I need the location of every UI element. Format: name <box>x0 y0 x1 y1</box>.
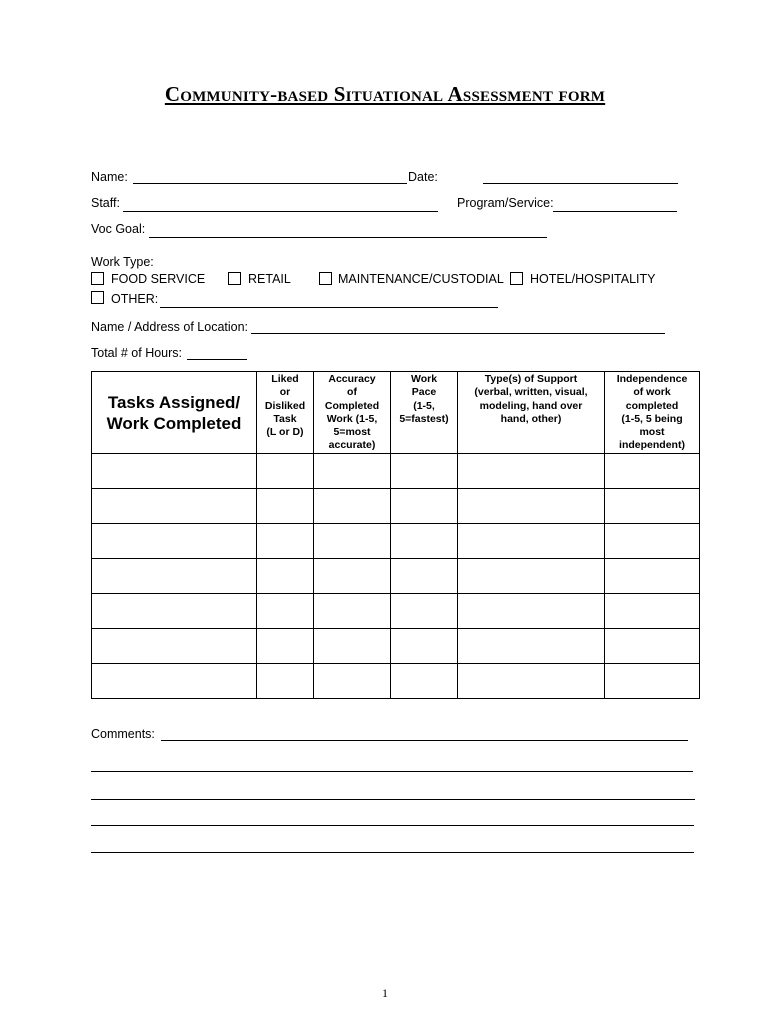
table-cell[interactable] <box>314 664 391 699</box>
header-tasks <box>92 372 257 454</box>
header-line: of <box>347 386 357 399</box>
food-service-label: FOOD SERVICE <box>111 272 206 286</box>
table-cell[interactable] <box>92 664 257 699</box>
table-row <box>92 664 700 699</box>
header-line: Completed <box>324 399 380 412</box>
header-line: 5=fastest) <box>399 412 449 425</box>
table-cell[interactable] <box>314 594 391 629</box>
table-row <box>92 594 700 629</box>
header-line: of work <box>633 386 671 399</box>
program-field[interactable] <box>553 211 677 212</box>
voc-goal-label: Voc Goal: <box>91 222 146 236</box>
table-cell[interactable] <box>314 524 391 559</box>
address-label: Name / Address of Location: <box>91 320 249 334</box>
header-accuracy <box>314 372 391 454</box>
table-cell[interactable] <box>92 629 257 664</box>
table-cell[interactable] <box>314 559 391 594</box>
table-cell[interactable] <box>257 664 314 699</box>
table-cell[interactable] <box>92 524 257 559</box>
table-body <box>92 454 700 699</box>
header-liked <box>257 372 314 454</box>
table-cell[interactable] <box>92 559 257 594</box>
table-cell[interactable] <box>314 489 391 524</box>
table-cell[interactable] <box>391 454 458 489</box>
table-cell[interactable] <box>257 489 314 524</box>
date-label: Date: <box>408 170 438 184</box>
comments-line[interactable] <box>91 852 694 853</box>
assessment-table <box>91 371 700 699</box>
staff-field[interactable] <box>123 211 438 212</box>
header-line: hand, other) <box>500 412 562 425</box>
other-checkbox[interactable] <box>91 291 104 304</box>
header-line: completed <box>625 399 679 412</box>
comments-label: Comments: <box>91 727 155 741</box>
header-line: (1-5, 5 being <box>621 412 683 425</box>
page-number: 1 <box>382 986 388 1000</box>
header-line: Tasks Assigned/ <box>107 392 241 412</box>
header-line: independent) <box>619 439 685 452</box>
hours-field[interactable] <box>187 359 247 360</box>
hotel-label: HOTEL/HOSPITALITY <box>530 272 656 286</box>
staff-label: Staff: <box>91 196 120 210</box>
maintenance-checkbox[interactable] <box>319 272 332 285</box>
table-cell[interactable] <box>458 664 605 699</box>
header-line: Disliked <box>264 399 306 412</box>
voc-goal-field[interactable] <box>149 237 547 238</box>
header-line: most <box>639 426 665 439</box>
table-row <box>92 454 700 489</box>
table-cell[interactable] <box>605 524 700 559</box>
table-cell[interactable] <box>605 559 700 594</box>
header-line: Work <box>410 373 438 385</box>
table-row <box>92 524 700 559</box>
table-cell[interactable] <box>458 524 605 559</box>
table-cell[interactable] <box>92 454 257 489</box>
table-cell[interactable] <box>605 594 700 629</box>
table-row <box>92 489 700 524</box>
table-cell[interactable] <box>314 629 391 664</box>
comments-line[interactable] <box>91 825 694 826</box>
header-line: Work (1-5, <box>326 412 378 425</box>
table-cell[interactable] <box>314 454 391 489</box>
name-label: Name: <box>91 170 128 184</box>
other-label: OTHER: <box>111 292 159 306</box>
header-line: Work Completed <box>106 413 242 433</box>
header-line: or <box>279 386 291 399</box>
table-cell[interactable] <box>92 489 257 524</box>
table-cell[interactable] <box>257 594 314 629</box>
table-row <box>92 629 700 664</box>
table-cell[interactable] <box>257 559 314 594</box>
retail-checkbox[interactable] <box>228 272 241 285</box>
table-cell[interactable] <box>391 594 458 629</box>
header-line: Pace <box>411 386 437 399</box>
header-line: Liked <box>271 373 299 385</box>
table-cell[interactable] <box>257 629 314 664</box>
table-cell[interactable] <box>257 524 314 559</box>
form-title: Community-based Situational Assessment form <box>164 82 606 106</box>
table-cell[interactable] <box>458 594 605 629</box>
table-cell[interactable] <box>391 559 458 594</box>
header-line: 5=most <box>333 426 371 439</box>
comments-field[interactable] <box>161 740 688 741</box>
table-cell[interactable] <box>605 489 700 524</box>
table-cell[interactable] <box>458 559 605 594</box>
maintenance-label: MAINTENANCE/CUSTODIAL <box>338 272 504 286</box>
header-line: (verbal, written, visual, <box>474 386 588 399</box>
header-line: Accuracy <box>328 373 376 385</box>
hours-label: Total # of Hours: <box>91 346 183 360</box>
table-cell[interactable] <box>458 454 605 489</box>
header-line: modeling, hand over <box>479 399 583 412</box>
comments-line[interactable] <box>91 771 693 772</box>
table-header-row <box>92 372 700 454</box>
table-cell[interactable] <box>605 629 700 664</box>
header-line: (L or D) <box>266 426 304 439</box>
header-line: Task <box>273 412 297 425</box>
name-field[interactable] <box>133 183 407 184</box>
table-cell[interactable] <box>257 454 314 489</box>
food-service-checkbox[interactable] <box>91 272 104 285</box>
program-label: Program/Service: <box>457 196 554 210</box>
other-field[interactable] <box>160 307 498 308</box>
table-cell[interactable] <box>391 524 458 559</box>
table-cell[interactable] <box>605 454 700 489</box>
header-line: (1-5, <box>413 399 435 412</box>
work-type-label: Work Type: <box>91 255 154 269</box>
table-row <box>92 559 700 594</box>
table-cell[interactable] <box>391 489 458 524</box>
hotel-checkbox[interactable] <box>510 272 523 285</box>
retail-label: RETAIL <box>248 272 291 286</box>
header-independence <box>605 372 700 454</box>
table-cell[interactable] <box>605 664 700 699</box>
header-pace <box>391 372 458 454</box>
comments-line[interactable] <box>91 799 695 800</box>
header-support <box>458 372 605 454</box>
table-cell[interactable] <box>391 629 458 664</box>
table-cell[interactable] <box>391 664 458 699</box>
header-line: Independence <box>616 373 688 385</box>
header-line: accurate) <box>328 439 376 452</box>
table-cell[interactable] <box>458 629 605 664</box>
table-cell[interactable] <box>92 594 257 629</box>
date-field[interactable] <box>483 183 678 184</box>
table-cell[interactable] <box>458 489 605 524</box>
header-line: Type(s) of Support <box>484 373 578 385</box>
address-field[interactable] <box>251 333 665 334</box>
